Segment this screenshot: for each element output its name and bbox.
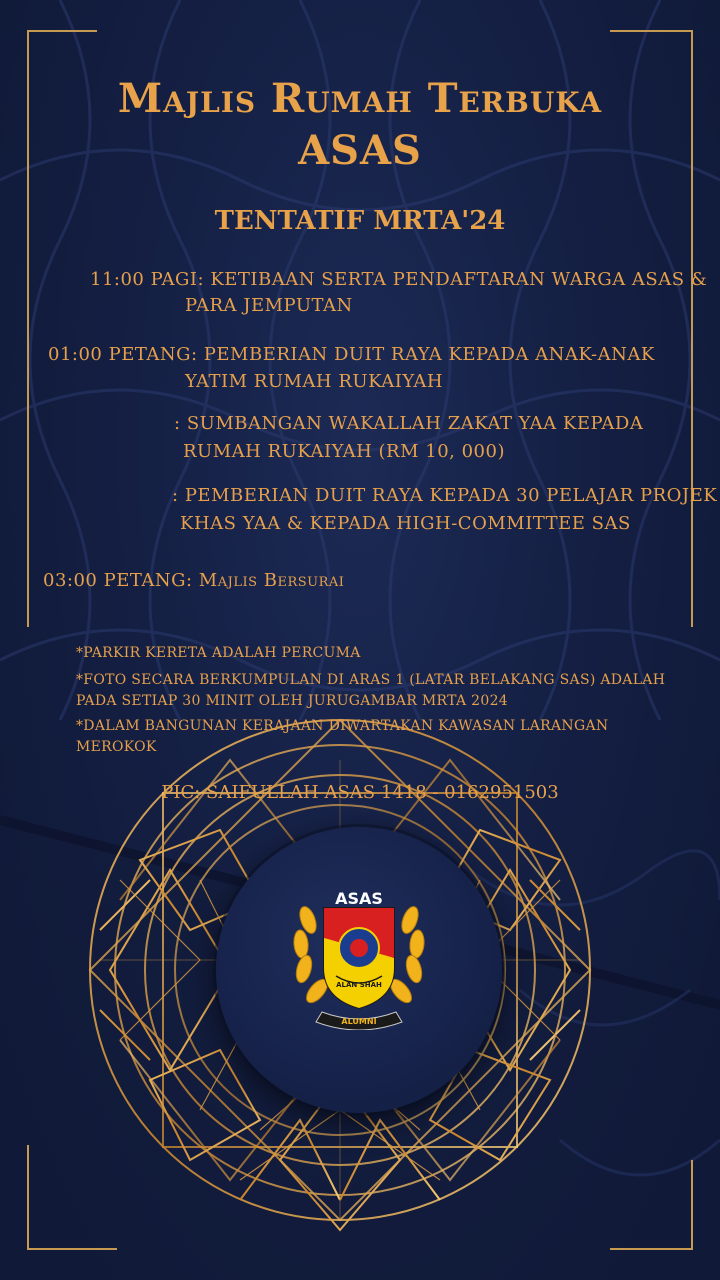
- note-photo: *FOTO SECARA BERKUMPULAN DI ARAS 1 (LATAR BELAKANG SAS) ADALAH PADA SETIAP 30 MINIT OLEH JURUGAMBAR MRTA 2024: [76, 672, 666, 709]
- event-title-org: ASAS: [298, 127, 422, 174]
- schedule-item-cont: [185, 368, 443, 396]
- schedule-item: [90, 266, 707, 294]
- schedule-desc-cont: RUMAH RUKAIYAH (RM 10, 000): [183, 441, 505, 462]
- frame-top-right: [610, 30, 693, 32]
- schedule-time: :: [172, 485, 179, 506]
- schedule-desc: PEMBERIAN DUIT RAYA KEPADA 30 PELAJAR PROJEK: [184, 485, 718, 506]
- schedule-desc-cont: YATIM RUMAH RUKAIYAH: [185, 371, 444, 392]
- schedule-time: 01:00 PETANG:: [48, 344, 198, 365]
- schedule-heading: TENTATIF MRTA'24: [214, 206, 506, 236]
- schedule-time: :: [174, 413, 181, 434]
- schedule-item-cont: [185, 292, 353, 320]
- schedule-desc: PEMBERIAN DUIT RAYA KEPADA ANAK-ANAK: [203, 344, 655, 365]
- schedule-desc-cont: PARA JEMPUTAN: [185, 295, 353, 316]
- frame-left-bottom: [27, 1145, 29, 1250]
- note-parking: *PARKIR KERETA ADALAH PERCUMA: [76, 645, 361, 661]
- crest-ring-text: ALAN SHAH: [336, 981, 382, 989]
- person-in-charge: PIC: SAIFULLAH ASAS 1418 - 0162951503: [161, 782, 559, 803]
- schedule-time: 03:00 PETANG:: [43, 570, 193, 591]
- schedule-item: [174, 410, 643, 438]
- schedule-desc-cont: KHAS YAA & KEPADA HIGH-COMMITTEE SAS: [180, 513, 631, 534]
- frame-right-bottom: [691, 1160, 693, 1250]
- event-title: Majlis Rumah Terbuka: [117, 75, 603, 122]
- frame-top-left: [27, 30, 97, 32]
- frame-bottom-right: [610, 1248, 693, 1250]
- crest-ribbon-text: ALUMNI: [341, 1017, 377, 1026]
- schedule-time: 11:00 PAGI:: [90, 269, 205, 290]
- schedule-item: [172, 482, 717, 510]
- schedule-item: [43, 567, 344, 595]
- schedule-item-cont: [180, 510, 631, 538]
- schedule-desc: KETIBAAN SERTA PENDAFTARAN WARGA ASAS &: [210, 269, 708, 290]
- schedule-desc: SUMBANGAN WAKALLAH ZAKAT YAA KEPADA: [186, 413, 644, 434]
- schedule-item: [48, 341, 655, 369]
- asas-crest-icon: [284, 880, 434, 1030]
- note-no-smoking: *DALAM BANGUNAN KERAJAAN DIWARTAKAN KAWASAN LARANGAN MEROKOK: [76, 718, 609, 755]
- schedule-desc: Majlis Bersurai: [198, 570, 345, 591]
- schedule-item-cont: [183, 438, 505, 466]
- frame-bottom-left: [27, 1248, 117, 1250]
- crest-title: ASAS: [335, 889, 383, 908]
